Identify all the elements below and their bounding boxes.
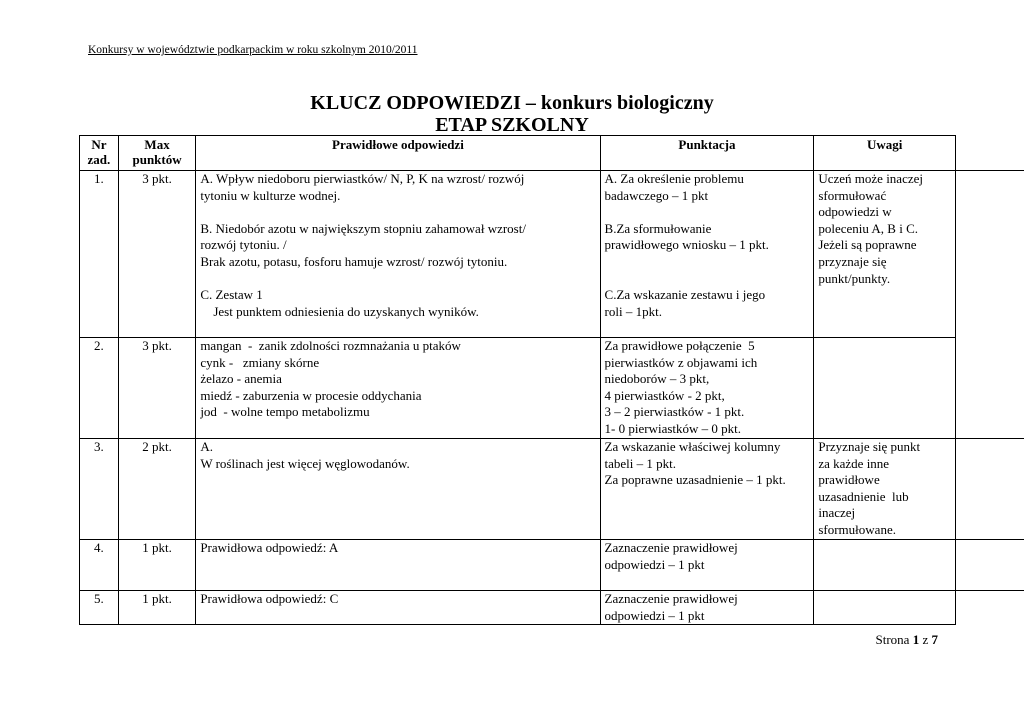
answer-key-table [79, 135, 1024, 625]
notes [814, 591, 956, 625]
max-points: 1 pkt. [118, 540, 196, 591]
scoring-rule: Za wskazanie właściwej kolumny tabeli – 1 pkt. Za poprawne uzasadnienie – 1 pkt. [600, 439, 814, 540]
table-extension-cell [955, 540, 1024, 591]
correct-answer: Prawidłowa odpowiedź: A [196, 540, 600, 591]
table-extension-cell [955, 171, 1024, 338]
task-number: 4. [80, 540, 119, 591]
notes [814, 338, 956, 439]
column-header-max-points: Max punktów [118, 136, 196, 171]
notes [814, 540, 956, 591]
max-points: 3 pkt. [118, 171, 196, 338]
page-number [876, 632, 938, 648]
column-header-scoring: Punktacja [600, 136, 814, 171]
page-label: Strona [875, 632, 910, 647]
page-total: 7 [931, 632, 938, 647]
notes: Przyznaje się punkt za każde inne prawidłowe uzasadnienie lub inaczej sformułowane. [814, 439, 956, 540]
scoring-rule: Za prawidłowe połączenie 5 pierwiastków z objawami ich niedoborów – 3 pkt, 4 pierwiastków - 2 pkt, 3 – 2 pierwiastków - 1 pkt. 1- 0 pierwiastków – 0 pkt. [600, 338, 814, 439]
column-header-answers: Prawidłowe odpowiedzi [196, 136, 600, 171]
column-header-nr: Nr zad. [80, 136, 119, 171]
table-row [80, 338, 1024, 439]
task-number: 2. [80, 338, 119, 439]
max-points: 1 pkt. [118, 591, 196, 625]
table-extension-cell [955, 136, 1024, 171]
task-number: 1. [80, 171, 119, 338]
correct-answer: mangan - zanik zdolności rozmnażania u ptaków cynk - zmiany skórne żelazo - anemia miedź - zaburzenia w procesie oddychania jod - wolne tempo metabolizmu [196, 338, 600, 439]
task-number: 3. [80, 439, 119, 540]
notes: Uczeń może inaczej sformułować odpowiedzi w poleceniu A, B i C. Jeżeli są poprawne przyznaje się punkt/punkty. [814, 171, 956, 338]
scoring-rule: Zaznaczenie prawidłowej odpowiedzi – 1 pkt [600, 540, 814, 591]
table-row [80, 439, 1024, 540]
table-extension-cell [955, 439, 1024, 540]
running-header: Konkursy w województwie podkarpackim w roku szkolnym 2010/2011 [88, 44, 418, 56]
column-header-notes: Uwagi [814, 136, 956, 171]
scoring-rule: Zaznaczenie prawidłowej odpowiedzi – 1 pkt [600, 591, 814, 625]
document-subtitle: ETAP SZKOLNY [435, 114, 589, 136]
max-points: 2 pkt. [118, 439, 196, 540]
document-title: KLUCZ ODPOWIEDZI – konkurs biologiczny [310, 92, 714, 114]
page-of: z [922, 632, 929, 647]
correct-answer: A. W roślinach jest więcej węglowodanów. [196, 439, 600, 540]
table-extension-cell [955, 591, 1024, 625]
page-current: 1 [912, 632, 920, 647]
table-row [80, 540, 1024, 591]
correct-answer: A. Wpływ niedoboru pierwiastków/ N, P, K na wzrost/ rozwój tytoniu w kulturze wodnej. B. Niedobór azotu w największym stopniu zahamował wzrost/ rozwój tytoniu. / Brak azotu, potasu, fosforu hamuje wzrost/ rozwój tytoniu. C. Zestaw 1 Jest punktem odniesienia do uzyskanych wyników. [196, 171, 600, 338]
scoring-rule: A. Za określenie problemu badawczego – 1 pkt B.Za sformułowanie prawidłowego wniosku – 1 pkt. C.Za wskazanie zestawu i jego roli – 1pkt. [600, 171, 814, 338]
max-points: 3 pkt. [118, 338, 196, 439]
table-row [80, 171, 1024, 338]
table-row [80, 591, 1024, 625]
task-number: 5. [80, 591, 119, 625]
correct-answer: Prawidłowa odpowiedź: C [196, 591, 600, 625]
table-header-row [80, 136, 1024, 171]
table-extension-cell [955, 338, 1024, 439]
